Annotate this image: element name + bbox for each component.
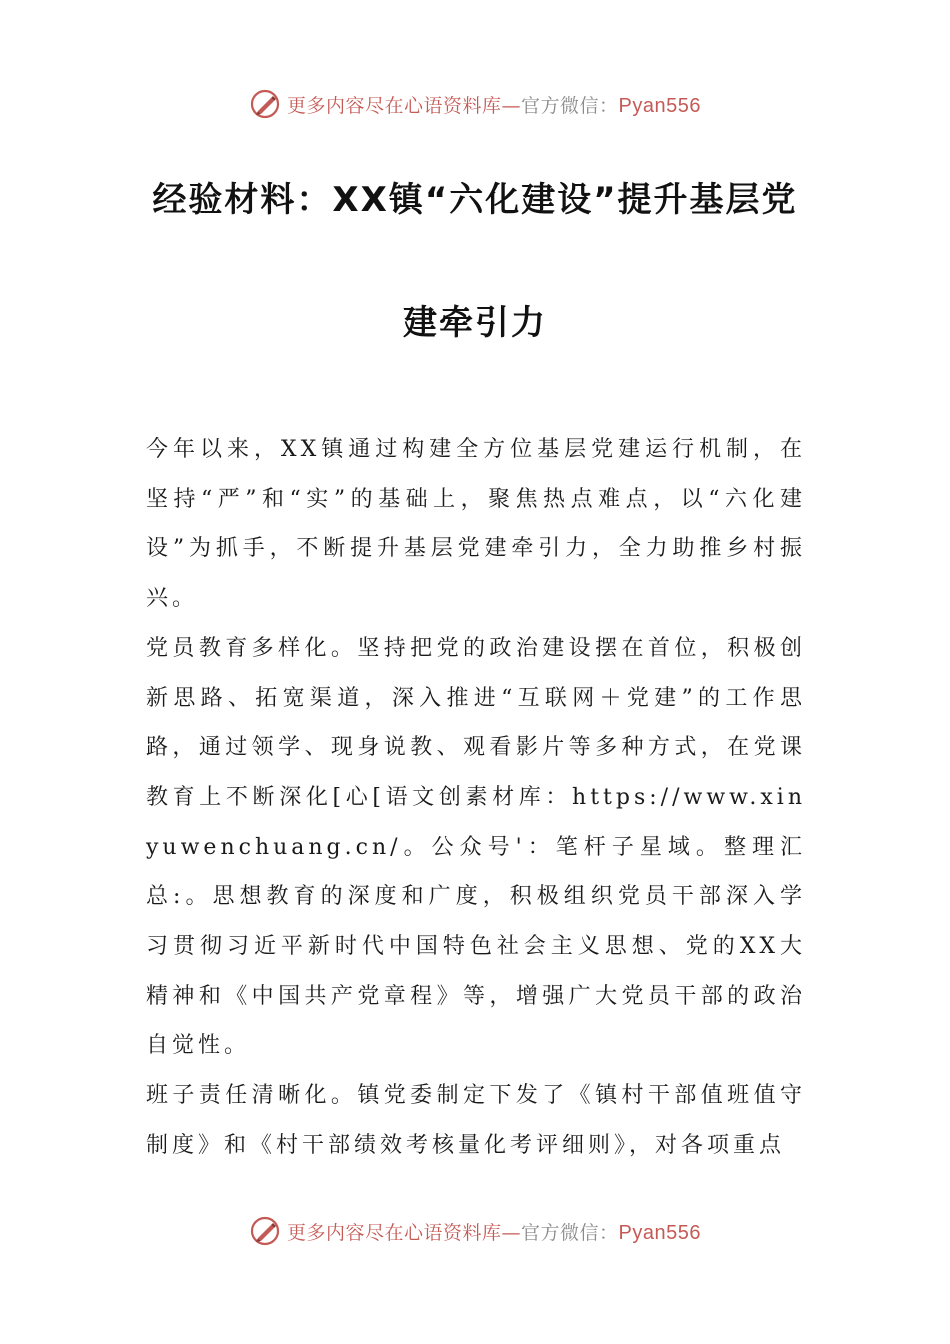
document-title-line-2: 建牵引力 xyxy=(403,303,547,343)
paragraph-team-responsibility: 班子责任清晰化。镇党委制定下发了《镇村干部值班值守制度》和《村干部绩效考核量化考评细则》，对各项重点 xyxy=(146,1083,806,1158)
document-body xyxy=(146,425,806,1171)
watermark-text: 更多内容尽在心语资料库—官方微信：Pyan556 xyxy=(287,94,701,117)
footer-watermark xyxy=(0,1211,950,1251)
pen-logo-icon xyxy=(249,88,281,120)
paragraph-party-education: 党员教育多样化。坚持把党的政治建设摆在首位，积极创新思路、拓宽渠道，深入推进“互联网＋党建”的工作思路，通过领学、现身说教、观看影片等多种方式，在党课教育上不断深化[心[语文创素材库：https://www.xinyuwenchuang.cn/。公众号'：笔杆子星域。整理汇总:。思想教育的深度和广度，积极组织党员干部深入学习贯彻习近平新时代中国特色社会主义思想、党的XX大精神和《中国共产党章程》等，增强广大党员干部的政治自觉性。 xyxy=(146,635,806,1059)
watermark-text: 更多内容尽在心语资料库—官方微信：Pyan556 xyxy=(287,1221,701,1244)
pen-logo-icon xyxy=(249,1215,281,1247)
header-watermark xyxy=(0,84,950,124)
paragraph-intro: 今年以来，XX镇通过构建全方位基层党建运行机制，在坚持“严”和“实”的基础上，聚焦热点难点，以“六化建设”为抓手，不断提升基层党建牵引力，全力助推乡村振兴。 xyxy=(146,437,806,612)
document-title-line-1: 经验材料：XX镇“六化建设”提升基层党 xyxy=(152,180,798,220)
